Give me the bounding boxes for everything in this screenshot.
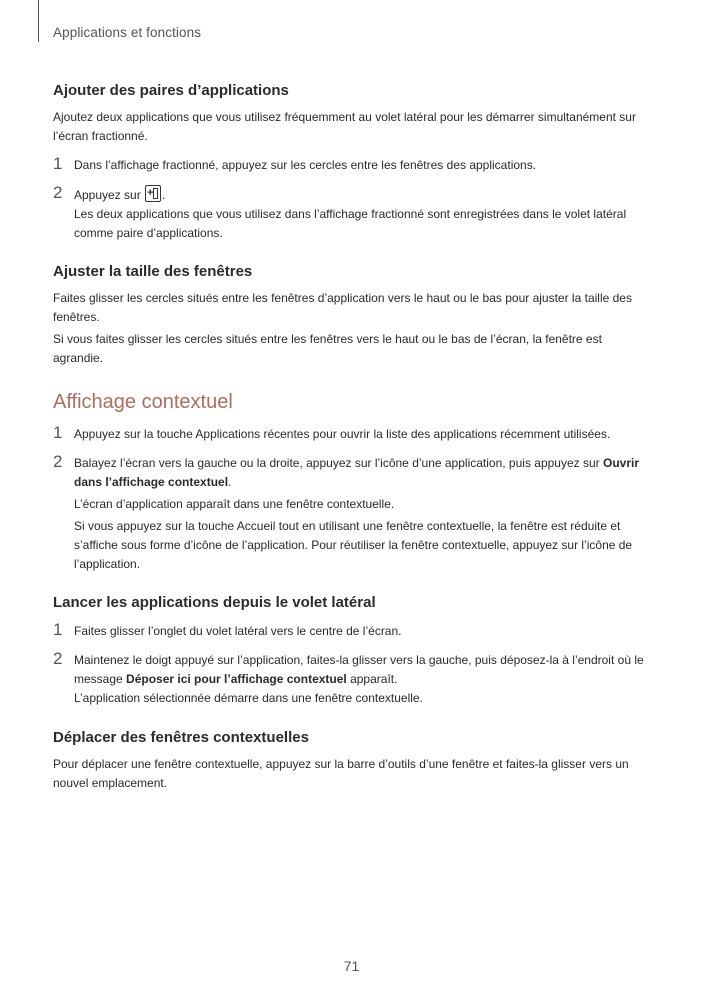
step-text: [74, 651, 645, 689]
ui-term: Ouvrir dans l’affichage contextuel: [74, 456, 639, 489]
step-text-part: Balayez l’écran vers la gauche ou la droite, appuyez sur l’icône d’une application, puis appuyez sur: [74, 456, 603, 470]
header-rule: [38, 0, 39, 42]
chapter-title-popup-view: Affichage contextuel: [53, 391, 233, 413]
step-detail: L’écran d’application apparaît dans une fenêtre contextuelle.: [74, 497, 395, 511]
step-text: Appuyez sur la touche Applications récentes pour ouvrir la liste des applications récemment utilisées.: [74, 427, 611, 441]
step-text-part: Maintenez le doigt appuyé sur l’application, faites-la glisser vers la gauche, puis déposez-la à l’endroit où le message: [74, 653, 644, 686]
section-title-move-popup: Déplacer des fenêtres contextuelles: [53, 729, 309, 746]
step-number: 1: [53, 154, 63, 173]
page-number: 71: [343, 958, 360, 974]
step-number: 1: [53, 423, 63, 442]
add-pair-icon: [145, 185, 161, 202]
paragraph: Si vous faites glisser les cercles situés entre les fenêtres vers le haut ou le bas de l’écran, la fenêtre est agrandie.: [53, 332, 602, 365]
section-title-side-panel: Lancer les applications depuis le volet latéral: [53, 594, 376, 611]
section-title-resize: Ajuster la taille des fenêtres: [53, 263, 253, 280]
step-text-part: .: [162, 188, 166, 202]
step-2-app-pairs: [53, 185, 645, 243]
step-number: 2: [53, 649, 63, 668]
step-detail: L’application sélectionnée démarre dans une fenêtre contextuelle.: [74, 691, 423, 705]
paragraph: Faites glisser les cercles situés entre les fenêtres d’application vers le haut ou le bas pour ajuster la taille des fenêtres.: [53, 291, 632, 324]
step-text-part: Appuyez sur: [74, 188, 145, 202]
ui-term: Déposer ici pour l’affichage contextuel: [126, 672, 347, 686]
page-content: [53, 80, 645, 793]
step-number: 2: [53, 452, 63, 471]
paragraph: Pour déplacer une fenêtre contextuelle, appuyez sur la barre d’outils d’une fenêtre et faites-la glisser vers un nouvel emplacement.: [53, 757, 629, 790]
section-title-app-pairs: Ajouter des paires d’applications: [53, 82, 289, 99]
step-detail: Les deux applications que vous utilisez dans l’affichage fractionné sont enregistrées dans le volet latéral comme paire d’applications.: [74, 207, 627, 240]
step-text: [74, 454, 645, 492]
step-1-popup: [53, 425, 645, 444]
step-text: Dans l’affichage fractionné, appuyez sur les cercles entre les fenêtres des applications.: [74, 158, 537, 172]
step-text: [74, 185, 645, 205]
section-intro-app-pairs: Ajoutez deux applications que vous utilisez fréquemment au volet latéral pour les démarrer simultanément sur l’écran fractionné.: [53, 110, 636, 143]
step-2-popup: [53, 454, 645, 574]
step-text: Faites glisser l’onglet du volet latéral vers le centre de l’écran.: [74, 624, 402, 638]
step-number: 1: [53, 620, 63, 639]
step-2-side-panel: [53, 651, 645, 708]
step-1-app-pairs: [53, 156, 645, 175]
step-text-part: .: [228, 475, 232, 489]
step-text-part: apparaît.: [346, 672, 398, 686]
step-detail: Si vous appuyez sur la touche Accueil tout en utilisant une fenêtre contextuelle, la fenêtre est réduite et s’affiche sous forme d’icône de l’application. Pour réutiliser la fenêtre contextuelle, appuyez sur l’icône de l’application.: [74, 519, 633, 571]
step-1-side-panel: [53, 622, 645, 641]
step-number: 2: [53, 183, 63, 202]
page-header-title: Applications et fonctions: [53, 25, 202, 40]
